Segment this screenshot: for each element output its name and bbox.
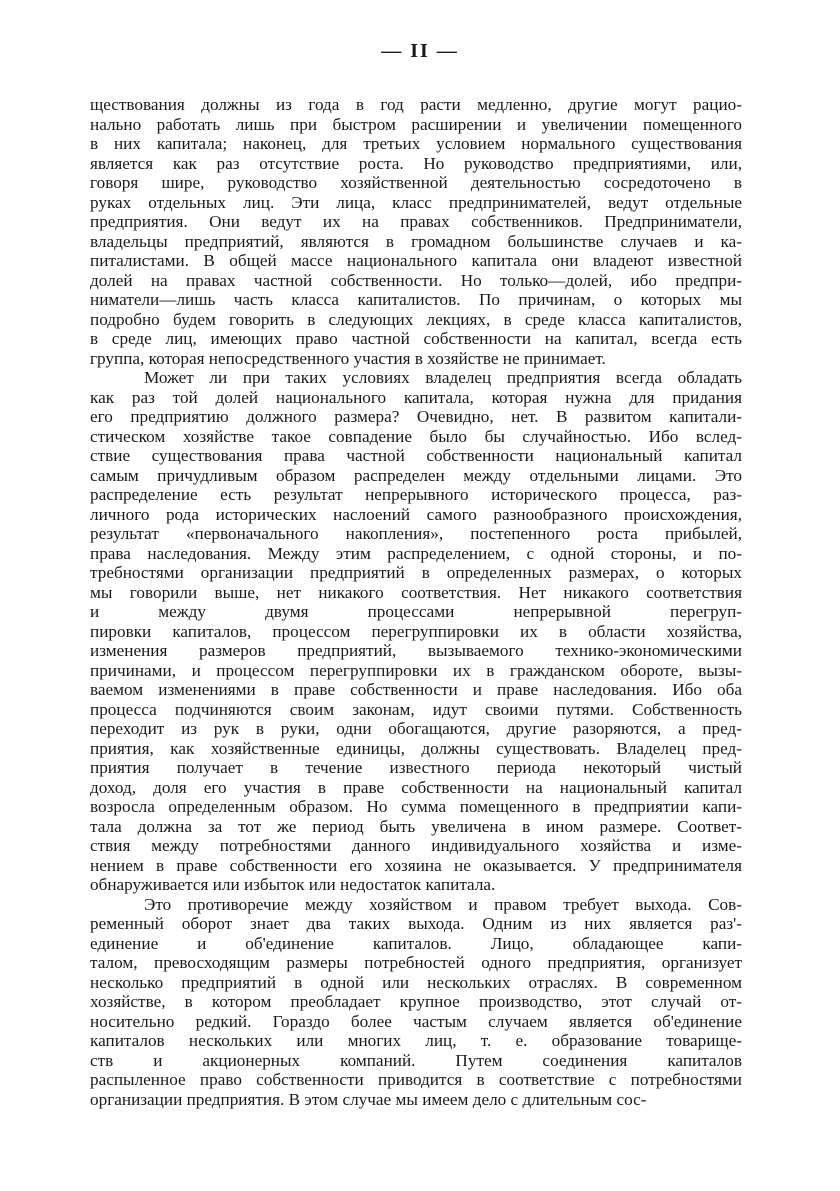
text-line: в них капитала; наконец, для третьих условием нормального существования bbox=[90, 134, 742, 153]
text-line: носительно редкий. Гораздо более частым случаем является об'единение bbox=[90, 1011, 742, 1031]
text-line: ременный оборот знает два таких выхода. Одним из них является раз'- bbox=[90, 914, 742, 933]
text-line: и между двумя процессами непрерывной перегруп- bbox=[90, 602, 742, 621]
text-line: ществования должны из года в год расти медленно, другие могут рацио- bbox=[90, 95, 742, 114]
text-line: обнаруживается или избыток или недостаток капитала. bbox=[90, 875, 496, 894]
text-line: результат «первоначального накопления», постепенного роста прибылей, bbox=[90, 524, 742, 543]
text-line: самым причудливым образом распределен между отдельными лицами. Это bbox=[90, 465, 742, 485]
paragraph bbox=[90, 368, 742, 895]
text-line: ваемом изменениями в праве собственности и праве наследования. Ибо оба bbox=[90, 680, 742, 699]
text-line: владельцы предприятий, являются в громадном большинстве случаев и ка- bbox=[90, 231, 742, 251]
text-line: приятия получает в течение известного периода некоторый чистый bbox=[90, 758, 742, 777]
paragraph bbox=[90, 95, 742, 368]
text-line: ствия между потребностями данного индивидуального хозяйства и изме- bbox=[90, 836, 742, 855]
text-line: ств и акционерных компаний. Путем соединения капиталов bbox=[90, 1050, 742, 1070]
text-line: Может ли при таких условиях владелец предприятия всегда обладать bbox=[144, 368, 742, 387]
text-line: подробно будем говорить в следующих лекциях, в среде класса капиталистов, bbox=[90, 309, 742, 329]
text-line: его предприятию должного размера? Очевидно, нет. В развитом капитали- bbox=[90, 407, 742, 426]
text-line: Это противоречие между хозяйством и правом требует выхода. Сов- bbox=[144, 894, 742, 914]
text-line: мы говорили выше, нет никакого соответствия. Нет никакого соответствия bbox=[90, 582, 742, 602]
text-line: единение и об'единение капиталов. Лицо, обладающее капи- bbox=[90, 933, 742, 953]
text-line: переходит из рук в руки, одни обогащаются, другие разоряются, а пред- bbox=[90, 719, 742, 738]
text-line: требностями организации предприятий в определенных размерах, о которых bbox=[90, 563, 742, 582]
text-line: распыленное право собственности приводится в соответствие с потребностями bbox=[90, 1070, 742, 1089]
text-line: тала должна за тот же период быть увеличена в ином размере. Соответ- bbox=[90, 816, 742, 836]
text-line: хозяйстве, в котором преобладает крупное производство, этот случай от- bbox=[90, 992, 742, 1011]
text-line: капиталов нескольких или многих лиц, т. е. образование товарище- bbox=[90, 1031, 742, 1050]
text-line: питалистами. В общей массе национального капитала они владеют известной bbox=[90, 251, 742, 270]
text-line: пировки капиталов, процессом перегруппировки их в области хозяйства, bbox=[90, 621, 742, 641]
text-line: изменения размеров предприятий, вызываемого технико-экономическими bbox=[90, 641, 742, 660]
text-line: организации предприятия. В этом случае мы имеем дело с длительным сос- bbox=[90, 1089, 647, 1109]
text-line: нением в праве собственности его хозяина не оказывается. У предпринимателя bbox=[90, 855, 742, 875]
text-line: процесса подчиняются своим законам, идут своими путями. Собственность bbox=[90, 699, 742, 719]
text-line: как раз той долей национального капитала, которая нужна для придания bbox=[90, 387, 742, 407]
paragraph bbox=[90, 895, 742, 1110]
text-line: личного рода исторических наслоений самого разнообразного происхождения, bbox=[90, 504, 742, 524]
text-line: причинами, и процессом перегруппировки их в гражданском обороте, вызы- bbox=[90, 660, 742, 680]
text-line: ствие существования права частной собственности национальный капитал bbox=[90, 446, 742, 465]
text-line: распределение есть результат непрерывного исторического процесса, раз- bbox=[90, 485, 742, 504]
page-number: — II — bbox=[381, 40, 459, 62]
text-line: предприятия. Они ведут их на правах собственников. Предприниматели, bbox=[90, 212, 742, 231]
text-line: руках отдельных лиц. Эти лица, класс предпринимателей, ведут отдельные bbox=[90, 192, 742, 212]
text-line: талом, превосходящим размеры потребностей одного предприятия, организует bbox=[90, 953, 742, 972]
text-line: возросла определенным образом. Но сумма помещенного в предприятии капи- bbox=[90, 797, 742, 816]
text-line: приятия, как хозяйственные единицы, должны существовать. Владелец пред- bbox=[90, 738, 742, 758]
text-line: стическом хозяйстве такое совпадение было бы случайностью. Ибо вслед- bbox=[90, 426, 742, 446]
text-line: доход, доля его участия в праве собственности на национальный капитал bbox=[90, 777, 742, 797]
text-line: в среде лиц, имеющих право частной собственности на капитал, всегда есть bbox=[90, 329, 742, 348]
text-line: группа, которая непосредственного участия в хозяйстве не принимает. bbox=[90, 348, 606, 368]
text-line: ниматели—лишь часть класса капиталистов. По причинам, о которых мы bbox=[90, 290, 742, 309]
text-line: говоря шире, руководство хозяйственной деятельностью сосредоточено в bbox=[90, 173, 742, 192]
text-line: нально работать лишь при быстром расширении и увеличении помещенного bbox=[90, 114, 742, 134]
text-line: несколько предприятий в одной или нескольких отраслях. В современном bbox=[90, 972, 742, 992]
body-text bbox=[90, 95, 742, 1109]
text-line: права наследования. Между этим распределением, с одной стороны, и по- bbox=[90, 543, 742, 563]
text-line: является как раз отсутствие роста. Но руководство предприятиями, или, bbox=[90, 153, 742, 173]
text-line: долей на правах частной собственности. Но только—долей, ибо предпри- bbox=[90, 270, 742, 290]
